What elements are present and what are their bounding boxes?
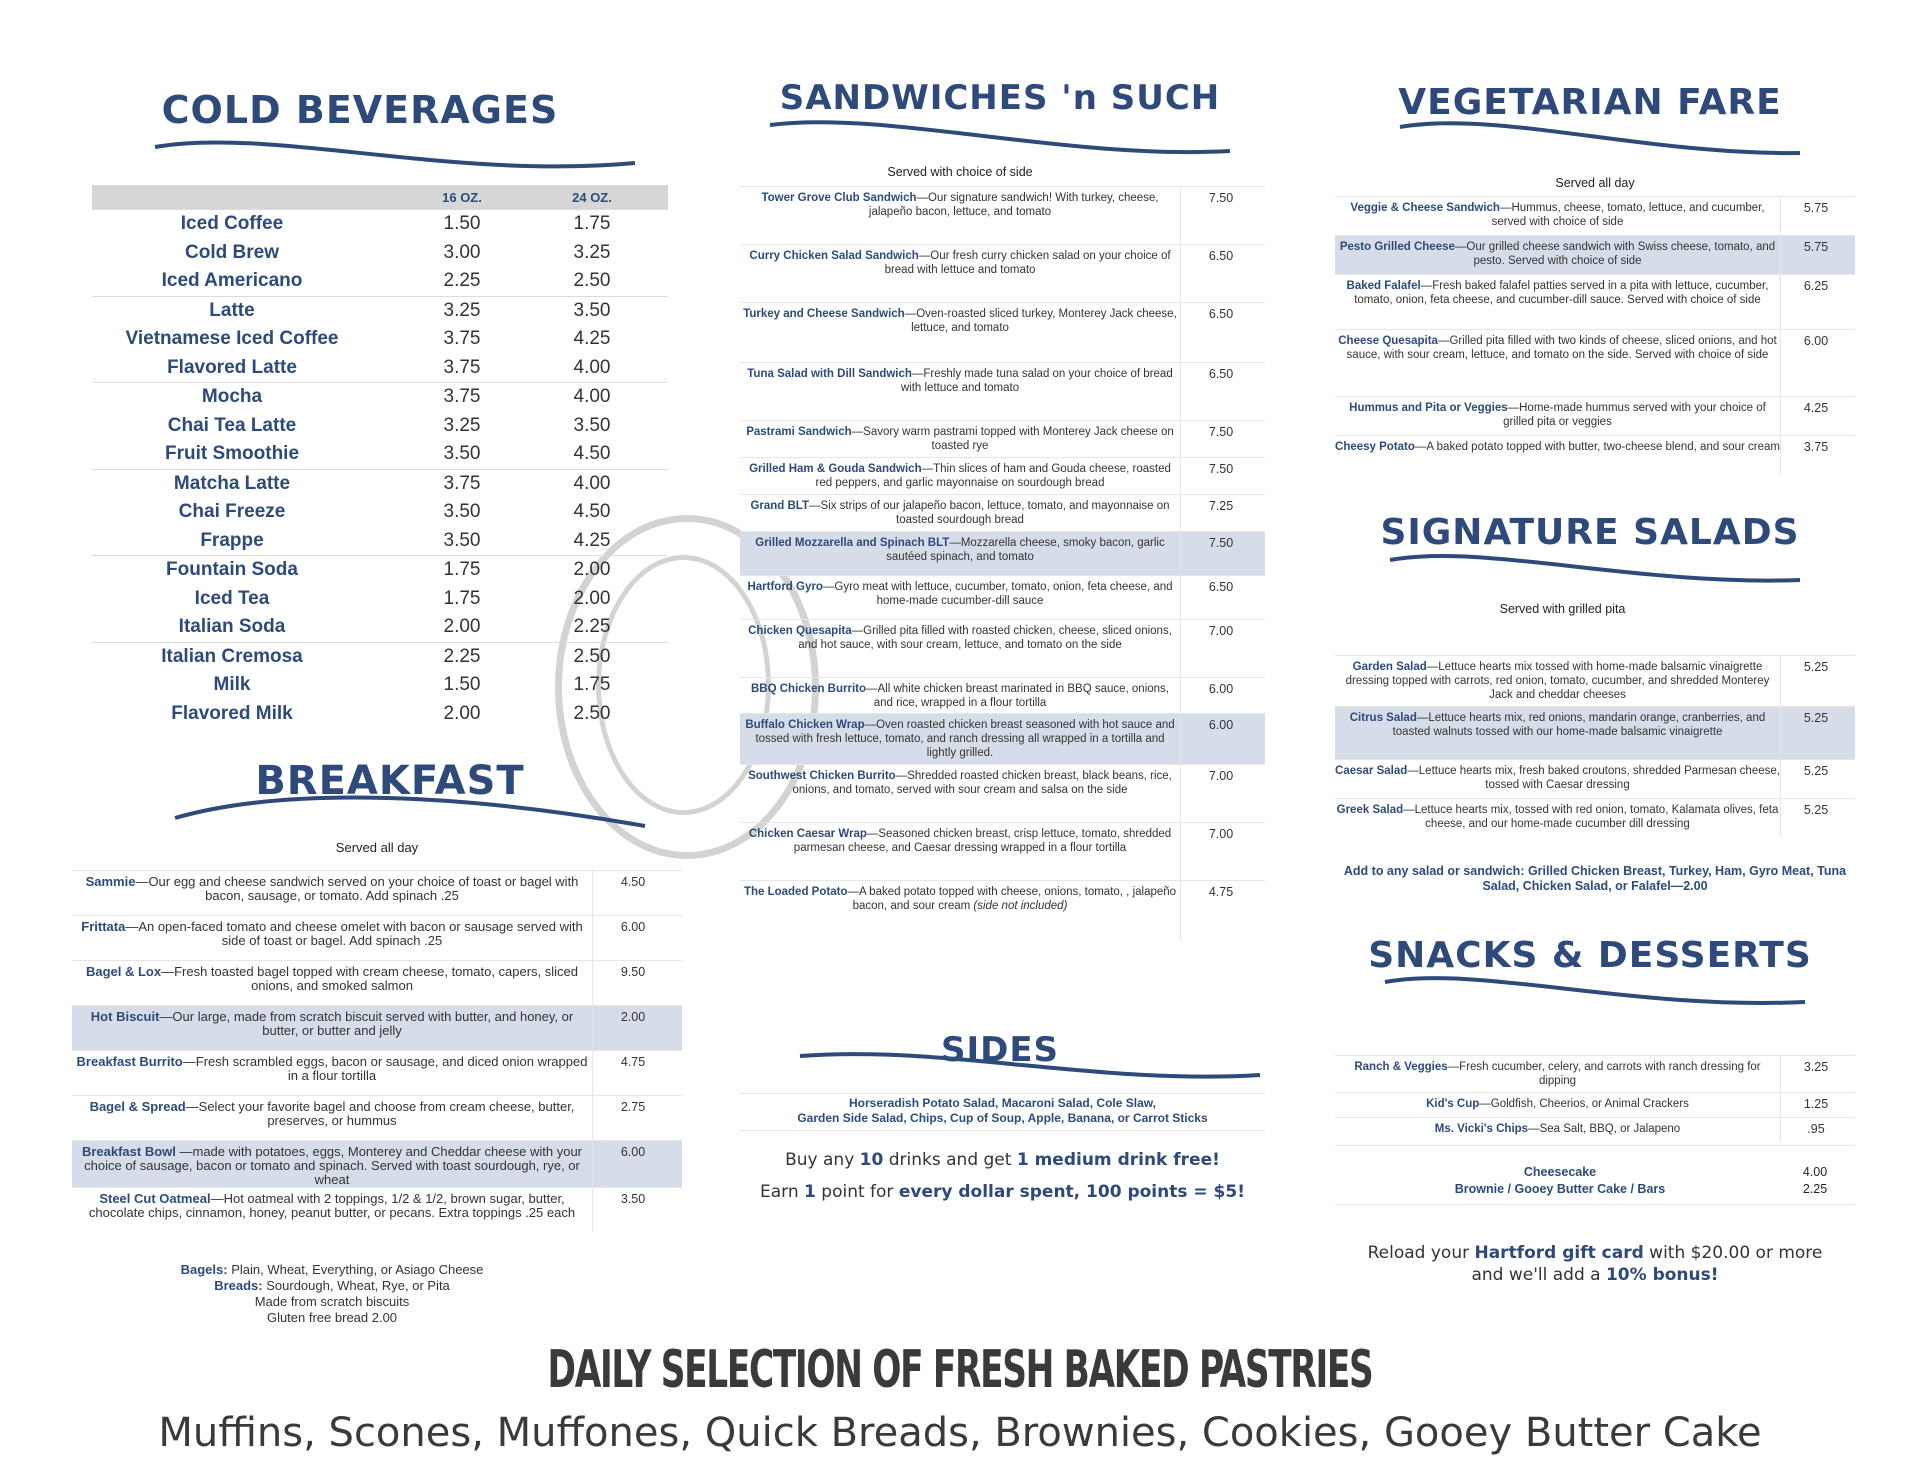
item-name: Chicken Quesapita — [748, 625, 852, 637]
item-price: 6.00 — [592, 916, 673, 960]
beverage-name: Chai Freeze — [178, 501, 286, 523]
item-name: Grilled Mozzarella and Spinach BLT — [755, 537, 950, 549]
item-price: 4.25 — [1780, 397, 1851, 435]
item-price: 4.75 — [592, 1051, 673, 1095]
item-name: Garden Salad — [1352, 661, 1427, 673]
item-detail: —Our large, made from scratch biscuit served with butter, and honey, or butter, or butter and jelly — [159, 1009, 574, 1038]
price-24oz: 3.25 — [573, 241, 611, 263]
item-name: Breakfast Bowl — [81, 1144, 176, 1159]
price-16oz: 2.25 — [443, 270, 481, 292]
item-price: 4.50 — [592, 871, 673, 915]
beverage-name: Iced Coffee — [180, 213, 284, 235]
price-24oz: 2.50 — [573, 645, 611, 667]
item-price: 6.00 — [1780, 330, 1851, 396]
item-description — [1335, 656, 1780, 706]
item-name: Grilled Ham & Gouda Sandwich — [749, 463, 922, 475]
beverage-row — [92, 382, 668, 412]
item-detail: —Home-made hummus served with your choice of grilled pita or veggies — [1503, 402, 1766, 428]
breakfast-notes: Bagels: Plain, Wheat, Everything, or Asiago Cheese Breads: Sourdough, Wheat, Rye, or Pita Made from scratch biscuits Gluten free bread 2.00 — [180, 1262, 484, 1325]
menu-row — [72, 870, 682, 915]
cold-beverages-table — [92, 185, 668, 728]
item-price: 7.50 — [1180, 532, 1261, 575]
item-description — [740, 458, 1180, 494]
beverage-name: Flavored Latte — [167, 356, 297, 378]
item-price: 7.00 — [1180, 823, 1261, 880]
menu-row — [1335, 196, 1855, 235]
item-detail: —Seasoned chicken breast, crisp lettuce, tomato, shredded parmesan cheese, and Caesar dressing wrapped in a flour tortilla — [793, 828, 1172, 854]
beverage-name: Italian Cremosa — [161, 645, 303, 667]
menu-row — [740, 494, 1265, 531]
item-name: Cheesy Potato — [1335, 441, 1415, 453]
item-price: 2.75 — [592, 1096, 673, 1140]
menu-row — [740, 302, 1265, 362]
price-16oz: 3.50 — [443, 443, 481, 465]
breakfast-subtitle: Served all day — [335, 840, 419, 855]
item-detail: —Grilled pita filled with two kinds of cheese, sliced onions, and hot sauce, with sour cream, lettuce, and tomato on the side. Served with choice of side — [1346, 335, 1777, 361]
item-name: Sammie — [85, 874, 136, 889]
item-description — [1335, 197, 1780, 235]
item-detail: —Our signature sandwich! With turkey, cheese, jalapeño bacon, lettuce, and tomato — [868, 192, 1159, 218]
item-name: Cheese Quesapita — [1338, 335, 1438, 347]
beverage-name: Fruit Smoothie — [164, 443, 300, 465]
price-16oz: 3.00 — [443, 241, 481, 263]
item-description — [740, 245, 1180, 302]
item-description — [740, 881, 1180, 941]
item-detail: —Hummus, cheese, tomato, lettuce, and cucumber, served with choice of side — [1491, 202, 1765, 228]
item-detail: —Our fresh curry chicken salad on your choice of bread with lettuce and tomato — [884, 250, 1171, 276]
item-description — [740, 303, 1180, 362]
item-description — [1335, 330, 1780, 396]
menu-row — [72, 1050, 682, 1095]
item-name: The Loaded Potato — [743, 886, 848, 898]
breakfast-title: BREAKFAST — [255, 758, 525, 804]
beverage-name: Chai Tea Latte — [167, 414, 297, 436]
item-detail: —Oven roasted chicken breast seasoned with hot sauce and tossed with fresh lettuce, tomato, and ranch dressing all wrapped in a tortilla and lightly grilled. — [755, 719, 1175, 759]
beverage-name: Vietnamese Iced Coffee — [125, 328, 339, 350]
vegetarian-table — [1335, 196, 1855, 474]
item-price: 5.25 — [1780, 656, 1851, 706]
item-price: 5.25 — [1780, 707, 1851, 759]
item-detail: —Goldfish, Cheerios, or Animal Crackers — [1479, 1098, 1689, 1110]
item-detail: —Fresh baked falafel patties served in a pita with lettuce, cucumber, tomato, onion, feta cheese, and cucumber-dill sauce. Served with choice of side — [1354, 280, 1769, 306]
price-24oz: 4.00 — [573, 472, 611, 494]
item-detail: —Lettuce hearts mix, fresh baked croutons, shredded Parmesan cheese, tossed with Caesar dressing — [1407, 765, 1780, 791]
item-price: 1.25 — [1780, 1093, 1851, 1117]
beverage-row — [92, 440, 668, 469]
sides-list: Horseradish Potato Salad, Macaroni Salad, Cole Slaw, Garden Side Salad, Chips, Cup of Soup, Apple, Banana, or Carrot Sticks — [740, 1093, 1265, 1131]
item-detail: —Hot oatmeal with 2 toppings, 1/2 & 1/2, brown sugar, butter, chocolate chips, cinnamon, honey, peanut butter, or pecans. Extra toppings .25 each — [88, 1191, 576, 1220]
price-16oz: 1.75 — [443, 559, 481, 581]
item-detail: —made with potatoes, eggs, Monterey and Cheddar cheese with your choice of sausage, bacon or tomato and spinach. Served with toast sourdough, rye, or wheat — [84, 1144, 583, 1187]
pastries-list: Muffins, Scones, Muffones, Quick Breads, Brownies, Cookies, Gooey Butter Cake — [158, 1410, 1762, 1456]
item-name: Baked Falafel — [1346, 280, 1421, 292]
item-description — [1335, 707, 1780, 759]
beverage-name: Iced Tea — [194, 587, 270, 609]
menu-row — [72, 1005, 682, 1050]
item-price: 9.50 — [592, 961, 673, 1005]
beverage-row — [92, 498, 668, 527]
item-name: Bagel & Spread — [89, 1099, 186, 1114]
beverage-row — [92, 613, 668, 642]
price-24oz: 3.50 — [573, 414, 611, 436]
price-24oz: 2.50 — [573, 702, 611, 724]
pastries-title: DAILY SELECTION OF FRESH BAKED PASTRIES — [547, 1340, 1373, 1400]
breakfast-table — [72, 870, 682, 1232]
beverage-row — [92, 671, 668, 700]
item-detail: —Shredded roasted chicken breast, black beans, rice, onions, and tomato, served with sour cream and salsa on the side — [792, 770, 1172, 796]
menu-row — [72, 915, 682, 960]
price-24oz: 2.25 — [573, 616, 611, 638]
menu-row — [1335, 655, 1855, 706]
item-description — [1335, 436, 1780, 474]
item-detail: —Fresh toasted bagel topped with cream cheese, tomato, capers, sliced onions, and smoked salmon — [161, 964, 579, 993]
sandwiches-table — [740, 186, 1265, 941]
price-24oz: 4.25 — [573, 328, 611, 350]
item-description — [740, 532, 1180, 575]
dessert-cheesecake: Cheesecake — [1523, 1165, 1597, 1179]
item-price: 7.00 — [1180, 765, 1261, 822]
sides-wave — [795, 1050, 1265, 1090]
item-description — [740, 421, 1180, 457]
beverage-row — [92, 296, 668, 326]
item-name: Buffalo Chicken Wrap — [745, 719, 865, 731]
item-name: Hummus and Pita or Veggies — [1349, 402, 1508, 414]
item-description — [740, 187, 1180, 244]
item-name: Ms. Vicki's Chips — [1434, 1123, 1529, 1135]
item-detail: —Freshly made tuna salad on your choice of bread with lettuce and tomato — [900, 368, 1173, 394]
item-description — [740, 620, 1180, 677]
menu-row — [1335, 1117, 1855, 1142]
price-16oz: 1.50 — [443, 213, 481, 235]
price-24oz: 1.75 — [573, 674, 611, 696]
item-price: 6.50 — [1180, 245, 1261, 302]
item-description — [72, 916, 592, 960]
item-detail: —A baked potato topped with butter, two-cheese blend, and sour cream — [1414, 441, 1780, 453]
item-detail: —Sea Salt, BBQ, or Jalapeno — [1528, 1123, 1681, 1135]
salads-table — [1335, 655, 1855, 837]
dessert-brownie-price: 2.25 — [1802, 1182, 1828, 1196]
item-detail: —Savory warm pastrami topped with Monterey Jack cheese on toasted rye — [851, 426, 1174, 452]
sandwiches-wave — [765, 115, 1235, 160]
beverage-row — [92, 354, 668, 383]
item-name: Veggie & Cheese Sandwich — [1350, 202, 1500, 214]
menu-row — [740, 619, 1265, 677]
menu-row — [72, 1140, 682, 1187]
sandwiches-title: SANDWICHES 'n SUCH — [779, 78, 1221, 118]
menu-row — [740, 575, 1265, 619]
item-price: 3.50 — [592, 1188, 673, 1232]
menu-row — [740, 677, 1265, 713]
dessert-brownie: Brownie / Gooey Butter Cake / Bars — [1454, 1182, 1666, 1196]
item-detail: —Lettuce hearts mix tossed with home-made balsamic vinaigrette dressing topped with carrots, red onion, tomato, cucumber, and shredded Monterey Jack and cheddar cheeses — [1345, 661, 1770, 701]
item-price: 6.50 — [1180, 363, 1261, 420]
menu-row — [1335, 274, 1855, 329]
beverage-row — [92, 412, 668, 441]
item-description — [72, 1051, 592, 1095]
item-description — [740, 495, 1180, 531]
col-24oz: 24 OZ. — [572, 189, 612, 205]
menu-row — [740, 186, 1265, 244]
item-name: Bagel & Lox — [85, 964, 162, 979]
menu-row — [1335, 1055, 1855, 1092]
item-detail: —A baked potato topped with cheese, onions, tomato, , jalapeño bacon, and sour cream — [847, 886, 1177, 912]
menu-row — [740, 880, 1265, 941]
item-description — [72, 871, 592, 915]
item-price: 6.00 — [1180, 714, 1261, 764]
price-24oz: 1.75 — [573, 213, 611, 235]
item-description — [72, 961, 592, 1005]
item-name: Chicken Caesar Wrap — [748, 828, 867, 840]
item-description — [1335, 397, 1780, 435]
item-price: 6.50 — [1180, 576, 1261, 619]
item-description — [740, 765, 1180, 822]
item-name: Pesto Grilled Cheese — [1339, 241, 1455, 253]
price-16oz: 3.50 — [443, 529, 481, 551]
item-description — [72, 1141, 592, 1187]
price-24oz: 4.50 — [573, 501, 611, 523]
item-price: 5.25 — [1780, 799, 1851, 837]
beverage-name: Italian Soda — [178, 616, 286, 638]
menu-row — [1335, 329, 1855, 396]
item-price: 5.75 — [1780, 197, 1851, 235]
snacks-title: SNACKS & DESSERTS — [1368, 935, 1812, 976]
item-description — [1335, 1093, 1780, 1117]
item-detail: —Fresh cucumber, celery, and carrots with ranch dressing for dipping — [1447, 1061, 1761, 1087]
menu-row — [740, 764, 1265, 822]
price-16oz: 3.50 — [443, 501, 481, 523]
cold-header-row — [92, 185, 668, 209]
item-name: Southwest Chicken Burrito — [748, 770, 896, 782]
item-price: .95 — [1780, 1118, 1851, 1142]
item-name: Pastrami Sandwich — [746, 426, 852, 438]
item-name: Turkey and Cheese Sandwich — [743, 308, 905, 320]
item-description — [740, 678, 1180, 713]
beverage-row — [92, 700, 668, 729]
menu-row — [72, 960, 682, 1005]
beverage-name: Matcha Latte — [173, 472, 291, 494]
item-price: 6.50 — [1180, 303, 1261, 362]
menu-row — [740, 531, 1265, 575]
salads-subtitle: Served with grilled pita — [1499, 602, 1626, 616]
menu-row — [740, 244, 1265, 302]
beverage-row — [92, 527, 668, 556]
beverage-name: Mocha — [201, 386, 263, 408]
item-detail: —Mozzarella cheese, smoky bacon, garlic sautéed spinach, and tomato — [886, 537, 1165, 563]
price-24oz: 2.50 — [573, 270, 611, 292]
beverage-row — [92, 642, 668, 672]
beverage-name: Latte — [209, 299, 255, 321]
item-price: 2.00 — [592, 1006, 673, 1050]
item-name: Hartford Gyro — [747, 581, 823, 593]
item-description — [740, 823, 1180, 880]
item-price: 7.25 — [1180, 495, 1261, 531]
beverage-row — [92, 325, 668, 354]
price-16oz: 1.75 — [443, 587, 481, 609]
price-24oz: 4.00 — [573, 386, 611, 408]
item-detail: —Lettuce hearts mix, tossed with red onion, tomato, Kalamata olives, feta cheese, and our home-made cucumber dill dressing — [1403, 804, 1779, 830]
item-description — [1335, 1118, 1780, 1142]
beverage-row — [92, 555, 668, 585]
item-name: Steel Cut Oatmeal — [99, 1191, 211, 1206]
price-16oz: 3.75 — [443, 472, 481, 494]
price-16oz: 3.75 — [443, 356, 481, 378]
sides-title: SIDES — [940, 1030, 1060, 1070]
item-detail: —An open-faced tomato and cheese omelet with bacon or sausage served with side of toast or bagel. Add spinach .25 — [125, 919, 583, 948]
menu-row — [1335, 396, 1855, 435]
snacks-wave — [1380, 970, 1810, 1015]
sandwiches-subtitle: Served with choice of side — [887, 165, 1033, 179]
menu-row — [740, 362, 1265, 420]
vegetarian-subtitle: Served all day — [1555, 176, 1635, 190]
item-detail: —Lettuce hearts mix, red onions, mandarin orange, cranberries, and toasted walnuts tossed with our home-made balsamic vinaigrette — [1392, 712, 1766, 738]
item-name: Hot Biscuit — [90, 1009, 160, 1024]
item-price: 4.75 — [1180, 881, 1261, 941]
price-24oz: 2.00 — [573, 587, 611, 609]
item-detail: —Fresh scrambled eggs, bacon or sausage, and diced onion wrapped in a flour tortilla — [182, 1054, 588, 1083]
item-price: 7.50 — [1180, 458, 1261, 494]
beverage-name: Cold Brew — [185, 241, 279, 263]
menu-row — [1335, 706, 1855, 759]
price-24oz: 3.50 — [573, 299, 611, 321]
price-16oz: 3.75 — [443, 328, 481, 350]
gift-card-promo: Reload your Hartford gift card with $20.00 or more and we'll add a 10% bonus! — [1367, 1243, 1823, 1285]
item-description — [740, 576, 1180, 619]
menu-row — [1335, 798, 1855, 837]
item-name: Citrus Salad — [1349, 712, 1417, 724]
beverage-row — [92, 585, 668, 614]
item-price: 5.25 — [1780, 760, 1851, 798]
menu-row — [740, 713, 1265, 764]
item-price: 7.50 — [1180, 421, 1261, 457]
item-price: 3.25 — [1780, 1056, 1851, 1092]
item-detail: —Thin slices of ham and Gouda cheese, roasted red peppers, and garlic mayonnaise on sourdough bread — [815, 463, 1171, 489]
item-price: 6.00 — [592, 1141, 673, 1187]
menu-row — [1335, 1092, 1855, 1117]
price-16oz: 3.25 — [443, 414, 481, 436]
menu-row — [740, 420, 1265, 457]
beverage-row — [92, 209, 668, 239]
menu-row — [72, 1095, 682, 1140]
item-name: Breakfast Burrito — [76, 1054, 183, 1069]
item-description — [740, 363, 1180, 420]
price-16oz: 2.00 — [443, 702, 481, 724]
promo-drinks: Buy any 10 drinks and get 1 medium drink free! — [785, 1150, 1220, 1170]
desserts-block — [1335, 1145, 1855, 1205]
menu-row — [1335, 759, 1855, 798]
menu-row — [1335, 435, 1855, 474]
item-detail: —Gyro meat with lettuce, cucumber, tomato, onion, feta cheese, and home-made cucumber-dill sauce — [822, 581, 1173, 607]
item-name: Caesar Salad — [1335, 765, 1408, 777]
beverage-row — [92, 239, 668, 268]
vegetarian-wave — [1395, 115, 1805, 160]
cold-wave — [150, 135, 640, 175]
price-16oz: 2.25 — [443, 645, 481, 667]
beverage-name: Iced Americano — [161, 270, 303, 292]
item-description — [1335, 236, 1780, 274]
price-16oz: 3.75 — [443, 386, 481, 408]
item-detail: —Six strips of our jalapeño bacon, lettuce, tomato, and mayonnaise on toasted sourdough bread — [809, 500, 1170, 526]
item-name: BBQ Chicken Burrito — [751, 683, 867, 695]
item-name: Kid's Cup — [1426, 1098, 1480, 1110]
beverage-name: Milk — [213, 674, 251, 696]
salads-addon: Add to any salad or sandwich: Grilled Chicken Breast, Turkey, Ham, Gyro Meat, Tuna Salad, Chicken Salad, or Falafel—2.00 — [1343, 864, 1847, 893]
item-price: 6.25 — [1780, 275, 1851, 329]
item-description — [1335, 1056, 1780, 1092]
item-name: Frittata — [81, 919, 126, 934]
item-detail: —All white chicken breast marinated in BBQ sauce, onions, and rice, wrapped in a flour tortilla — [866, 683, 1169, 709]
item-note: (side not included) — [973, 900, 1068, 912]
dessert-cheesecake-price: 4.00 — [1802, 1165, 1828, 1179]
item-description — [72, 1006, 592, 1050]
price-16oz: 3.25 — [443, 299, 481, 321]
item-name: Ranch & Veggies — [1354, 1061, 1448, 1073]
menu-row — [740, 457, 1265, 494]
item-name: Tower Grove Club Sandwich — [761, 192, 917, 204]
item-price: 7.50 — [1180, 187, 1261, 244]
price-16oz: 2.00 — [443, 616, 481, 638]
item-description — [740, 714, 1180, 764]
item-name: Grand BLT — [750, 500, 809, 512]
beverage-row — [92, 469, 668, 499]
salads-wave — [1385, 548, 1805, 593]
item-detail: —Our egg and cheese sandwich served on your choice of toast or bagel with bacon, sausage, or tomato. Add spinach .25 — [135, 874, 579, 903]
item-name: Curry Chicken Salad Sandwich — [749, 250, 919, 262]
beverage-name: Frappe — [200, 529, 264, 551]
price-24oz: 2.00 — [573, 559, 611, 581]
item-description — [1335, 275, 1780, 329]
price-16oz: 1.50 — [443, 674, 481, 696]
col-16oz: 16 OZ. — [442, 189, 482, 205]
item-price: 6.00 — [1180, 678, 1261, 713]
item-price: 3.75 — [1780, 436, 1851, 474]
item-price: 5.75 — [1780, 236, 1851, 274]
promo-points: Earn 1 point for every dollar spent, 100 points = $5! — [760, 1182, 1245, 1202]
menu-row — [1335, 235, 1855, 274]
menu-row — [740, 822, 1265, 880]
item-description — [1335, 760, 1780, 798]
beverage-row — [92, 267, 668, 296]
price-24oz: 4.25 — [573, 529, 611, 551]
price-24oz: 4.50 — [573, 443, 611, 465]
menu-row — [72, 1187, 682, 1232]
beverage-name: Flavored Milk — [171, 702, 293, 724]
price-24oz: 4.00 — [573, 356, 611, 378]
item-description — [72, 1096, 592, 1140]
snacks-table — [1335, 1055, 1855, 1142]
vegetarian-title: VEGETARIAN FARE — [1398, 82, 1782, 123]
item-description — [1335, 799, 1780, 837]
item-price: 7.00 — [1180, 620, 1261, 677]
item-detail: —Oven-roasted sliced turkey, Monterey Jack cheese, lettuce, and tomato — [904, 308, 1177, 334]
cold-beverages-title: COLD BEVERAGES — [161, 88, 559, 132]
salads-title: SIGNATURE SALADS — [1380, 512, 1800, 553]
item-name: Greek Salad — [1336, 804, 1404, 816]
item-detail: —Select your favorite bagel and choose from cream cheese, butter, preserves, or hummus — [185, 1099, 575, 1128]
breakfast-wave — [170, 790, 650, 835]
beverage-name: Fountain Soda — [166, 559, 298, 581]
item-description — [72, 1188, 592, 1232]
item-name: Tuna Salad with Dill Sandwich — [747, 368, 912, 380]
item-detail: —Grilled pita filled with roasted chicken, cheese, sliced onions, and hot sauce, with sour cream, lettuce, and tomato on the side — [798, 625, 1172, 651]
item-detail: —Our grilled cheese sandwich with Swiss cheese, tomato, and pesto. Served with choice of side — [1454, 241, 1776, 267]
